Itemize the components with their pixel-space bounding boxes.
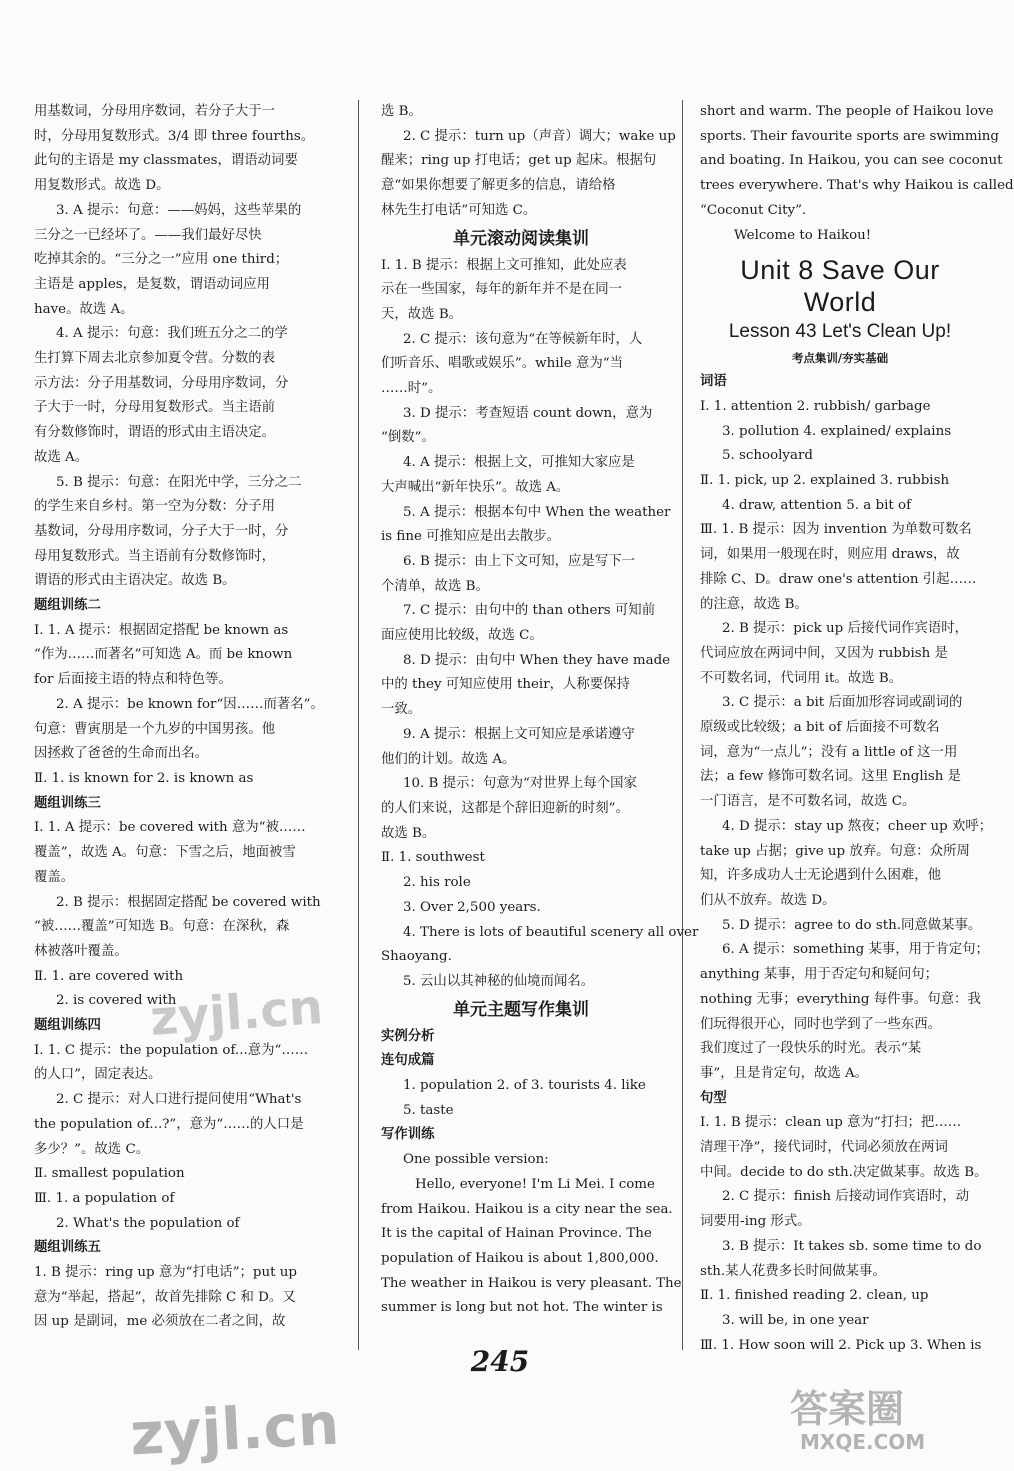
answer-line: 中间。decide to do sth.决定做某事。故选 B。	[700, 1164, 988, 1180]
answer-line: 3. D 提示：考查短语 count down，意为	[403, 405, 653, 421]
answer-line: 母用复数形式。当主语前有分数修饰时，	[34, 548, 276, 564]
answer-line: 5. taste	[403, 1102, 454, 1118]
answer-line: 2. B 提示：根据固定搭配 be covered with	[56, 894, 321, 910]
answer-line: 林先生打电话”可知选 C。	[381, 202, 537, 218]
answer-line: 用基数词，分母用序数词，若分子大于一	[34, 104, 276, 119]
answer-line: 3. Over 2,500 years.	[403, 899, 541, 915]
subsection-heading: 实例分析	[381, 1028, 435, 1044]
answer-line: summer is long but not hot. The winter is	[381, 1300, 663, 1316]
unit-title: Unit 8 Save Our World	[740, 255, 940, 318]
answer-line: 天，故选 B。	[381, 306, 463, 322]
answer-line: and boating. In Haikou, you can see coconut	[700, 153, 1003, 169]
answer-line: “被……覆盖”可知选 B。句意：在深秋，森	[34, 919, 290, 935]
answer-line: 他们的计划。故选 A。	[381, 751, 516, 767]
answer-line: “倒数”。	[381, 430, 435, 446]
answer-line: Ⅲ. 1. B 提示：因为 invention 为单数可数名	[700, 522, 972, 538]
answer-line: 知，许多成功人士无论遇到什么困难，他	[700, 868, 942, 884]
answer-line: 词，如果用一般现在时，则应用 draws，故	[700, 547, 960, 563]
answer-line: 2. C 提示：finish 后接动词作宾语时，动	[722, 1189, 970, 1205]
answer-line: 个清单，故选 B。	[381, 578, 489, 594]
answer-line: Ⅱ. 1. are covered with	[34, 968, 184, 984]
answer-line: 4. D 提示：stay up 熬夜；cheer up 欢呼；	[722, 818, 993, 834]
watermark: zyjl.cn	[148, 979, 325, 1047]
answer-line: 不可数名词，代词用 it。故选 B。	[700, 670, 903, 686]
answer-line: trees everywhere. That's why Haikou is called	[700, 178, 1014, 194]
answer-line: Ⅰ. 1. A 提示：根据固定搭配 be known as	[34, 622, 289, 638]
subsection-heading: 连句成篇	[381, 1053, 435, 1069]
answer-line: 2. is covered with	[56, 993, 177, 1009]
answer-line: sth.某人花费多长时间做某事。	[700, 1263, 886, 1279]
answer-line: 原级或比较级；a bit of 后面接不可数名	[700, 720, 940, 736]
answer-line: Ⅲ. 1. a population of	[34, 1190, 175, 1206]
answer-line: 排除 C、D。draw one's attention 引起……	[700, 571, 977, 587]
answer-line: 中的 they 可知应使用 their，人称要保持	[381, 677, 630, 693]
answer-line: 我们度过了一段快乐的时光。表示“某	[700, 1041, 922, 1057]
answer-line: from Haikou. Haikou is a city near the sea.	[381, 1201, 673, 1217]
answer-line: Ⅰ. 1. B 提示：根据上文可推知，此处应表	[381, 257, 627, 273]
answer-line: 词要用-ing 形式。	[700, 1214, 811, 1230]
answer-line: 3. B 提示：It takes sb. some time to do	[722, 1238, 982, 1254]
answer-line: 6. A 提示：something 某事，用于肯定句；	[722, 942, 989, 958]
answer-line: 2. B 提示：pick up 后接代词作宾语时，	[722, 621, 968, 637]
answer-line: 意“如果你想要了解更多的信息，请给格	[381, 178, 616, 194]
answer-line: 大声喊出“新年快乐”。故选 A。	[381, 479, 570, 495]
answer-column-1	[34, 100, 340, 1335]
section-heading-reading: 单元滚动阅读集训	[453, 228, 589, 249]
answer-line: for 后面接主语的特点和特色等。	[34, 672, 232, 688]
answer-line: 5. schoolyard	[722, 448, 813, 464]
answer-line: “作为……而著名”可知选 A。而 be known	[34, 647, 293, 663]
answer-line: 示在一些国家，每年的新年并不是在同一	[381, 282, 623, 298]
answer-line: 1. population 2. of 3. tourists 4. like	[403, 1078, 646, 1094]
answer-line: 2. C 提示：该句意为“在等候新年时，人	[403, 331, 643, 347]
answer-line: 2. C 提示：turn up（声音）调大；wake up	[403, 128, 676, 144]
answer-line: 们从不放弃。故选 D。	[700, 892, 836, 908]
answer-line: 因拯救了爸爸的生命而出名。	[34, 746, 209, 762]
answer-line: One possible version:	[403, 1152, 549, 1168]
answer-line: Ⅱ. 1. southwest	[381, 850, 485, 866]
answer-line: “Coconut City”.	[700, 202, 807, 218]
answer-line: short and warm. The people of Haikou love	[700, 104, 994, 119]
answer-line: 用复数形式。故选 D。	[34, 178, 170, 194]
answer-line: 2. his role	[403, 875, 471, 891]
subsection-heading: 题组训练二	[34, 598, 101, 614]
answer-line: sports. Their favourite sports are swimming	[700, 128, 1000, 144]
answer-line: 们听音乐、唱歌或娱乐”。while 意为“当	[381, 356, 623, 372]
answer-line: 5. B 提示：句意：在阳光中学，三分之二	[56, 474, 302, 490]
answer-line: 4. draw, attention 5. a bit of	[722, 497, 912, 513]
answer-line: 的人口”，固定表达。	[34, 1067, 162, 1083]
answer-line: Ⅱ. smallest population	[34, 1166, 185, 1182]
answer-line: 故选 A。	[34, 449, 89, 465]
answer-line: Ⅰ. 1. A 提示：be covered with 意为“被……	[34, 820, 306, 836]
answer-line: 2. What's the population of	[56, 1215, 240, 1231]
answer-line: 5. 云山以其神秘的仙境而闻名。	[403, 973, 595, 989]
answer-line: 3. pollution 4. explained/ explains	[722, 423, 952, 439]
answer-line: is fine 可推知应是出去散步。	[381, 529, 561, 545]
answer-line: 多少？”。故选 C。	[34, 1141, 150, 1157]
subsection-heading: 题组训练三	[34, 795, 101, 811]
answer-column-2	[381, 100, 699, 1321]
answer-line: 法；a few 修饰可数名词。这里 English 是	[700, 769, 962, 785]
answer-line: Ⅱ. 1. finished reading 2. clean, up	[700, 1288, 929, 1304]
answer-line: 8. D 提示：由句中 When they have made	[403, 652, 671, 668]
answer-line: Ⅲ. 1. How soon will 2. Pick up 3. When is	[700, 1337, 982, 1353]
answer-line: take up 占据；give up 放弃。句意：众所周	[700, 843, 970, 859]
answer-line: have。故选 A。	[34, 301, 134, 317]
answer-line: 生打算下周去北京参加夏令营。分数的表	[34, 351, 276, 367]
answer-line: 因 up 是副词，me 必须放在二者之间，故	[34, 1314, 286, 1330]
answer-line: 事”，且是肯定句，故选 A。	[700, 1065, 869, 1081]
answer-line: Ⅰ. 1. attention 2. rubbish/ garbage	[700, 398, 931, 414]
answer-line: It is the capital of Hainan Province. The	[381, 1226, 652, 1242]
answer-line: 句意：曹寅朋是一个九岁的中国男孩。他	[34, 721, 276, 737]
answer-line: 5. A 提示：根据本句中 When the weather	[403, 504, 671, 520]
answer-line: the population of...?”，意为“……的人口是	[34, 1116, 304, 1132]
column-divider	[682, 100, 683, 1350]
answer-line: 3. C 提示：a bit 后面加形容词或副词的	[722, 695, 963, 711]
answer-line: 们玩得很开心，同时也学到了一些东西。	[700, 1016, 942, 1032]
answer-line: The weather in Haikou is very pleasant. The	[381, 1275, 682, 1291]
answer-line: 的学生来自乡村。第一空为分数：分子用	[34, 499, 276, 515]
answer-line: Ⅱ. 1. is known for 2. is known as	[34, 770, 254, 786]
answer-line: 4. There is lots of beautiful scenery all over	[403, 924, 699, 940]
answer-line: 此句的主语是 my classmates，谓语动词要	[34, 153, 298, 169]
column-divider	[358, 100, 359, 1350]
answer-line: 有分数修饰时，谓语的形式由主语决定。	[34, 425, 276, 441]
answer-line: 选 B。	[381, 104, 422, 119]
answer-line: 3. will be, in one year	[722, 1312, 869, 1328]
answer-line: 林被落叶覆盖。	[34, 943, 128, 959]
answer-line: ……时”。	[381, 381, 442, 397]
answer-line: 故选 B。	[381, 825, 436, 841]
answer-line: Ⅱ. 1. pick, up 2. explained 3. rubbish	[700, 473, 950, 489]
answer-line: 的人们来说，这都是个辞旧迎新的时刻”。	[381, 800, 629, 816]
answer-line: 词，意为“一点儿”；没有 a little of 这一用	[700, 744, 958, 760]
answer-line: 的注意，故选 B。	[700, 596, 808, 612]
answer-line: 时，分母用复数形式。3/4 即 three fourths。	[34, 128, 315, 144]
answer-line: 主语是 apples，是复数，谓语动词应用	[34, 276, 270, 292]
answer-line: 意为“举起，搭起”，故首先排除 C 和 D。又	[34, 1289, 296, 1305]
answer-line: 三分之一已经坏了。——我们最好尽快	[34, 227, 262, 243]
section-heading-writing: 单元主题写作集训	[453, 999, 589, 1020]
subsection-heading: 词语	[700, 374, 727, 390]
subsection-heading: 题组训练四	[34, 1018, 101, 1034]
answer-line: anything 某事，用于否定句和疑问句；	[700, 967, 938, 983]
answer-line: Ⅰ. 1. B 提示：clean up 意为“打扫；把……	[700, 1115, 962, 1131]
answer-line: 面应使用比较级，故选 C。	[381, 628, 543, 644]
answer-line: 示方法：分子用基数词，分母用序数词，分	[34, 375, 289, 391]
answer-line: Shaoyang.	[381, 949, 452, 965]
answer-line: 一门语言，是不可数名词，故选 C。	[700, 794, 916, 810]
subsection-heading: 写作训练	[381, 1127, 435, 1143]
answer-line: 1. B 提示：ring up 意为“打电话”；put up	[34, 1265, 297, 1281]
lesson-title: Lesson 43 Let's Clean Up!	[728, 321, 952, 343]
watermark-logo: 答案圈	[790, 1387, 905, 1431]
answer-line: 3. A 提示：句意：——妈妈，这些苹果的	[56, 202, 302, 218]
answer-column-3	[700, 100, 1014, 1358]
answer-line: 4. A 提示：根据上文，可推知大家应是	[403, 455, 635, 471]
answer-line: nothing 无事；everything 每件事。句意：我	[700, 991, 981, 1007]
answer-line: 6. B 提示：由上下文可知，应是写下一	[403, 553, 635, 569]
answer-line: 一致。	[381, 702, 422, 718]
answer-line: 清理干净”，接代词时，代词必须放在两词	[700, 1140, 948, 1156]
answer-line: 5. D 提示：agree to do sth.同意做某事。	[722, 917, 982, 933]
answer-line: 吃掉其余的。“三分之一”应用 one third；	[34, 252, 289, 268]
watermark: zyjl.cn	[128, 1389, 341, 1469]
answer-line: 覆盖。	[34, 869, 75, 885]
answer-line: Hello, everyone! I'm Li Mei. I come	[415, 1176, 655, 1192]
answer-line: Welcome to Haikou!	[734, 227, 872, 243]
subsection-heading: 题组训练五	[34, 1240, 101, 1256]
answer-line: Ⅰ. 1. C 提示：the population of...意为“……	[34, 1042, 309, 1058]
watermark-url: MXQE.COM	[800, 1430, 926, 1454]
answer-line: 子大于一时，分母用复数形式。当主语前	[34, 400, 276, 416]
answer-line: 谓语的形式由主语决定。故选 B。	[34, 573, 236, 589]
answer-line: 2. C 提示：对人口进行提问使用“What's	[56, 1092, 302, 1108]
answer-line: 7. C 提示：由句中的 than others 可知前	[403, 603, 656, 619]
answer-line: 代词应放在两词中间，又因为 rubbish 是	[700, 645, 948, 661]
page-number: 245	[470, 1345, 530, 1378]
subsection-heading: 句型	[700, 1090, 727, 1106]
answer-line: 10. B 提示：句意为“对世界上每个国家	[403, 776, 637, 792]
answer-line: population of Haikou is about 1,800,000.	[381, 1250, 659, 1266]
answer-line: 9. A 提示：根据上文可知应是承诺遵守	[403, 726, 635, 742]
answer-line: 4. A 提示：句意：我们班五分之二的学	[56, 326, 288, 342]
lesson-subtitle: 考点集训/夯实基础	[791, 351, 889, 366]
answer-line: 基数词，分母用序数词，分子大于一时，分	[34, 523, 289, 539]
answer-line: 覆盖”，故选 A。句意：下雪之后，地面被雪	[34, 845, 296, 861]
answer-line: 醒来；ring up 打电话；get up 起床。根据句	[381, 153, 657, 169]
answer-line: 2. A 提示：be known for“因……而著名”。	[56, 696, 324, 712]
